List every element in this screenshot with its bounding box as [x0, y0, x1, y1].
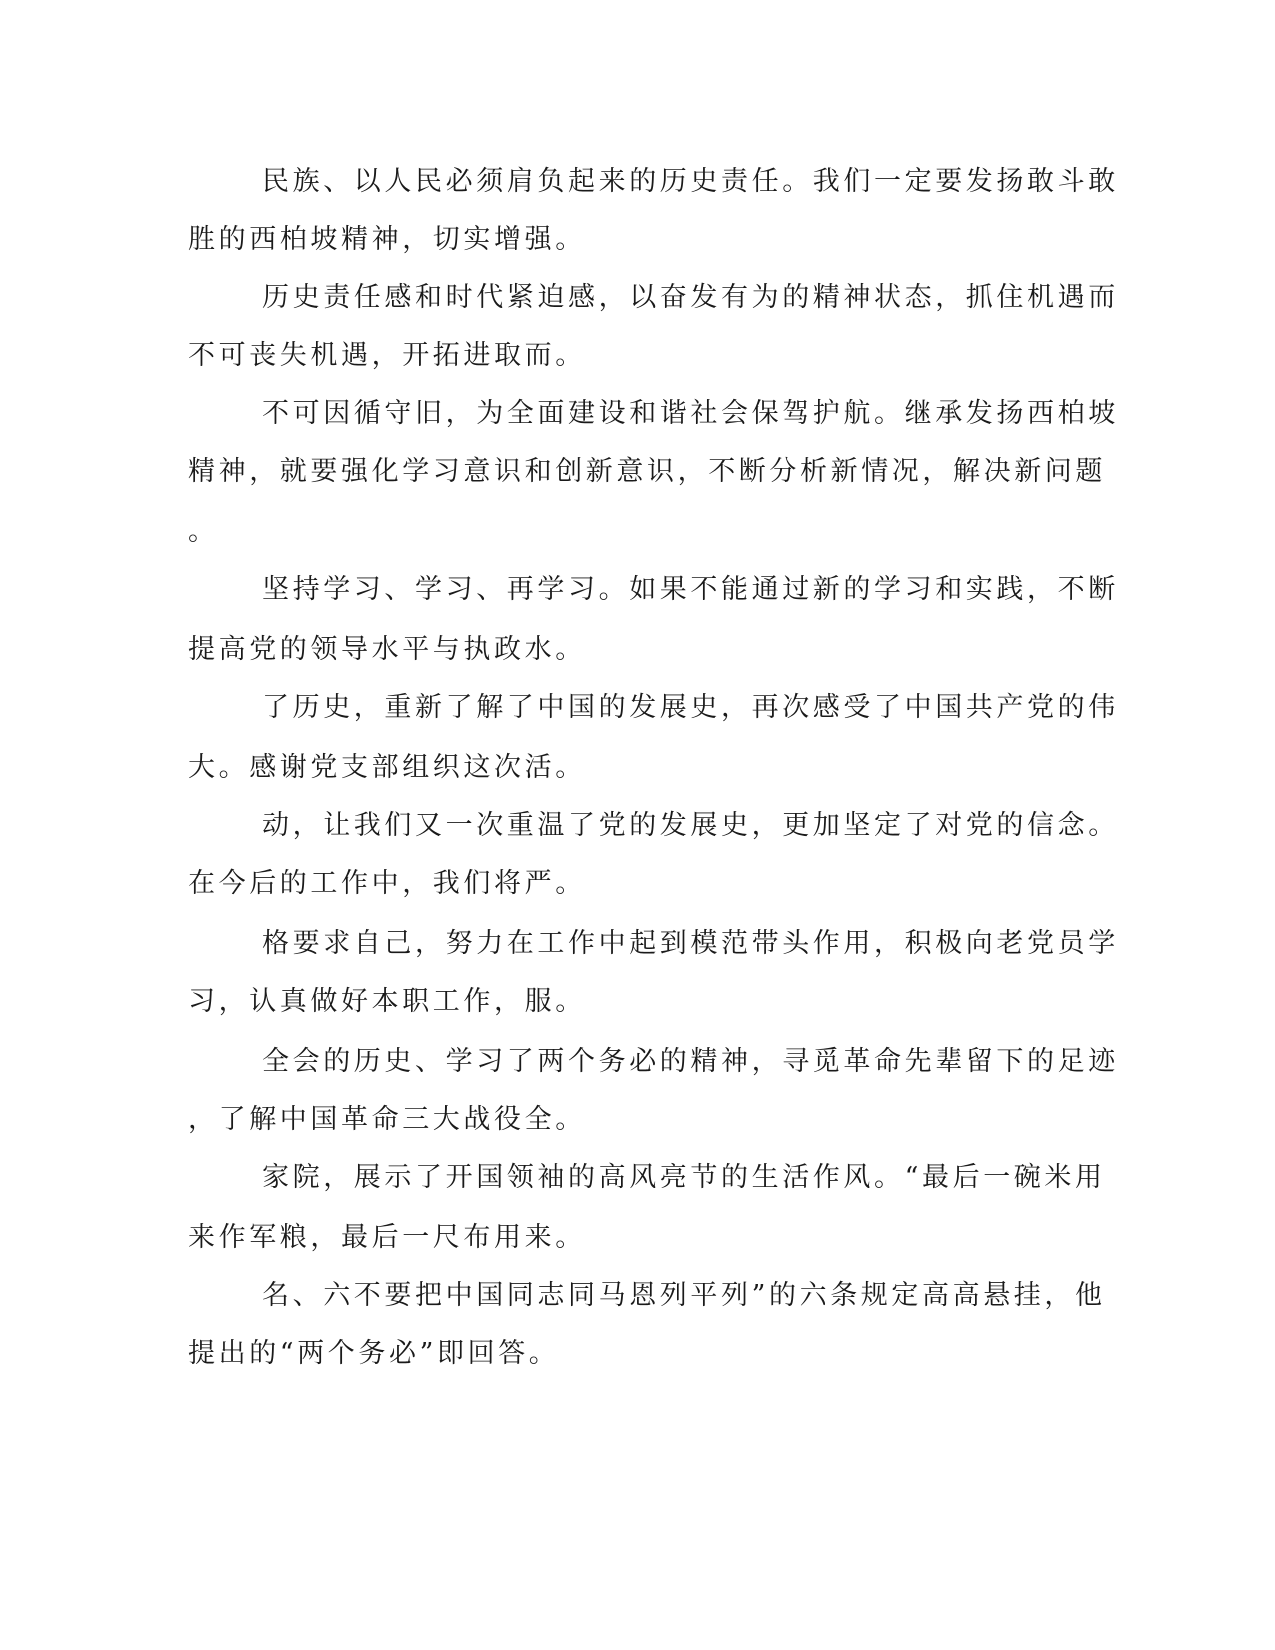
paragraph-10-line-1: 名、六不要把中国同志同马恩列平列”的六条规定高高悬挂，他: [262, 1280, 1106, 1311]
paragraph-1-line-2: 胜的西柏坡精神，切实增强。: [188, 224, 586, 255]
paragraph-6-line-2: 在今后的工作中，我们将严。: [188, 868, 586, 899]
paragraph-3-line-2: 精神，就要强化学习意识和创新意识，不断分析新情况，解决新问题: [188, 456, 1106, 487]
paragraph-9-line-1: 家院，展示了开国领袖的高风亮节的生活作风。“最后一碗米用: [262, 1162, 1106, 1193]
paragraph-2-line-2: 不可丧失机遇，开拓进取而。: [188, 340, 586, 371]
paragraph-5-line-2: 大。感谢党支部组织这次活。: [188, 752, 586, 783]
paragraph-2-line-1: 历史责任感和时代紧迫感，以奋发有为的精神状态，抓住机遇而: [262, 282, 1119, 313]
paragraph-4-line-1: 坚持学习、学习、再学习。如果不能通过新的学习和实践，不断: [262, 574, 1119, 605]
paragraph-7-line-2: 习，认真做好本职工作，服。: [188, 986, 586, 1017]
paragraph-8-line-1: 全会的历史、学习了两个务必的精神，寻觅革命先辈留下的足迹: [262, 1046, 1119, 1077]
paragraph-4-line-2: 提高党的领导水平与执政水。: [188, 634, 586, 665]
paragraph-3-line-3: 。: [188, 516, 219, 547]
paragraph-9-line-2: 来作军粮，最后一尺布用来。: [188, 1222, 586, 1253]
paragraph-3-line-1: 不可因循守旧，为全面建设和谐社会保驾护航。继承发扬西柏坡: [262, 398, 1119, 429]
paragraph-7-line-1: 格要求自己，努力在工作中起到模范带头作用，积极向老党员学: [262, 928, 1119, 959]
paragraph-1-line-1: 民族、以人民必须肩负起来的历史责任。我们一定要发扬敢斗敢: [262, 166, 1119, 197]
paragraph-8-line-2: ，了解中国革命三大战役全。: [188, 1104, 586, 1135]
paragraph-6-line-1: 动，让我们又一次重温了党的发展史，更加坚定了对党的信念。: [262, 810, 1119, 841]
paragraph-10-line-2: 提出的“两个务必”即回答。: [188, 1338, 560, 1369]
paragraph-5-line-1: 了历史，重新了解了中国的发展史，再次感受了中国共产党的伟: [262, 692, 1119, 723]
